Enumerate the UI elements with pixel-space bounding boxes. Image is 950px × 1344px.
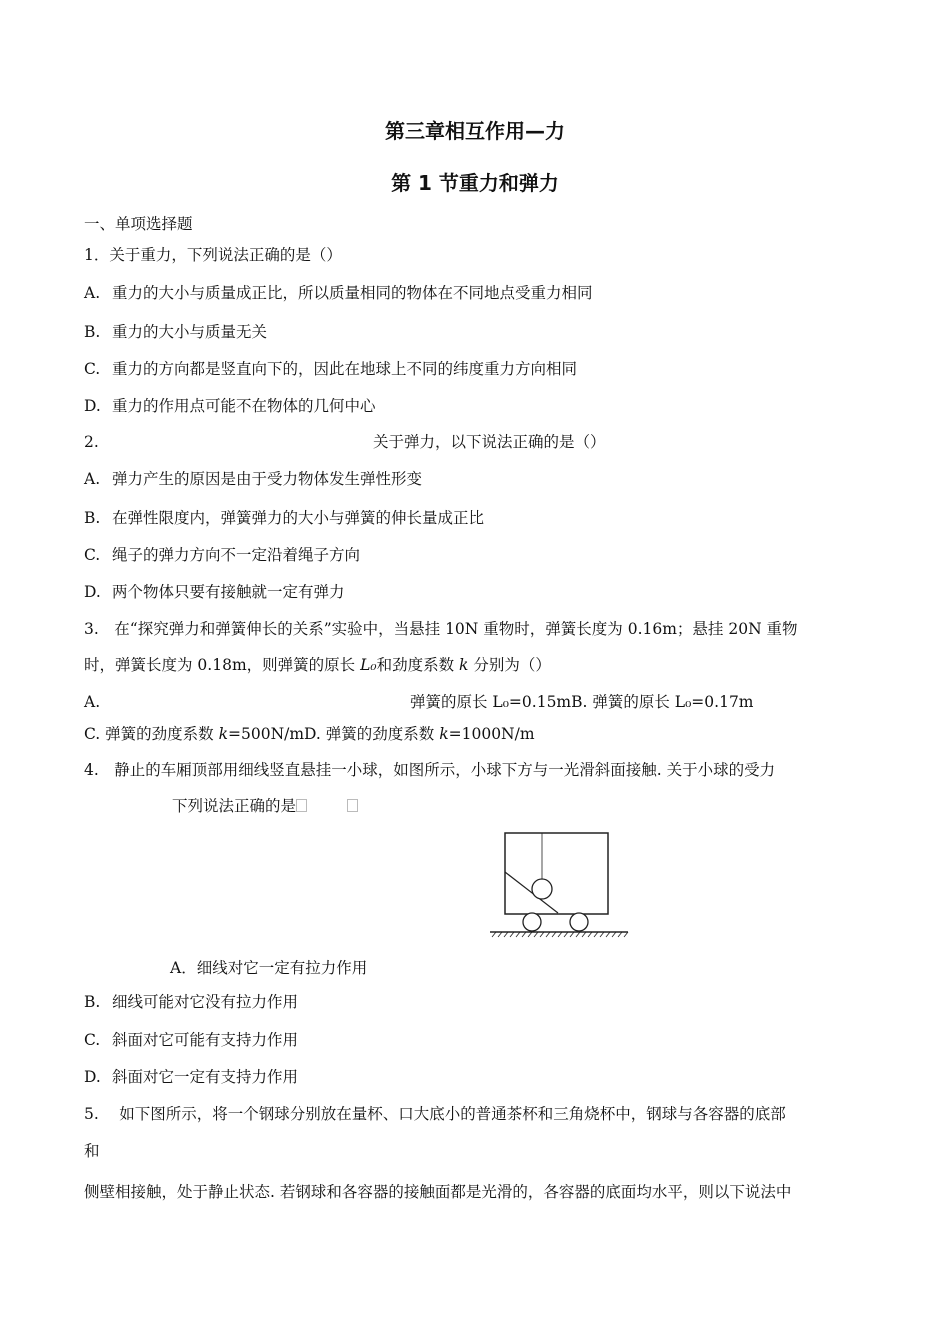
variable-k: k	[439, 725, 449, 743]
option-text: 两个物体只要有接触就一定有弹力	[112, 583, 345, 601]
text-run: C. 弹簧的劲度系数	[84, 725, 219, 743]
variable-k: k	[459, 656, 469, 674]
option-text: 在弹性限度内，弹簧弹力的大小与弹簧的伸长量成正比	[112, 509, 485, 527]
text-run: 分别为（）	[468, 656, 551, 674]
question-2-option-a	[84, 469, 422, 489]
question-1-option-c	[84, 359, 577, 379]
question-3-options-c-d	[84, 724, 535, 744]
question-5-stem-line-2: 和	[84, 1142, 100, 1160]
variable-l0: L₀	[360, 656, 377, 674]
option-label: A.	[84, 284, 101, 302]
text-run: 时，弹簧长度为 0.18m，则弹簧的原长	[84, 656, 361, 674]
question-2-number: 2.	[84, 433, 99, 451]
question-4-option-a: A．细线对它一定有拉力作用	[170, 959, 368, 977]
option-text: 绳子的弹力方向不一定沿着绳子方向	[112, 546, 361, 564]
option-label: A.	[84, 470, 101, 488]
option-text: 斜面对它一定有支持力作用	[112, 1068, 299, 1086]
option-text: 重力的方向都是竖直向下的，因此在地球上不同的纬度重力方向相同	[112, 360, 578, 378]
option-text: 斜面对它可能有支持力作用	[112, 1031, 299, 1049]
question-4-stem-line-1: 4. 静止的车厢顶部用细线竖直悬挂一小球，如图所示，小球下方与一光滑斜面接触. 关于小球的受力	[84, 761, 776, 779]
option-label: D.	[84, 397, 101, 415]
text-run: 和劲度系数	[376, 656, 460, 674]
ball-circle	[532, 879, 552, 899]
option-label: D.	[84, 583, 101, 601]
question-4-stem-line-2	[172, 796, 358, 816]
question-1-stem: 1．关于重力，下列说法正确的是（）	[84, 246, 342, 264]
question-2-option-c	[84, 545, 360, 565]
chapter-title: 第三章相互作用—力	[385, 119, 565, 143]
option-label: B.	[84, 509, 101, 527]
carriage-body	[505, 833, 608, 914]
question-2-option-b	[84, 508, 484, 528]
option-label: C.	[84, 546, 101, 564]
option-text: 重力的大小与质量无关	[112, 323, 268, 341]
wheel-right	[570, 913, 588, 931]
question-3-option-a-label: A.	[84, 693, 101, 711]
question-1-option-d	[84, 396, 376, 416]
variable-k: k	[218, 725, 228, 743]
question-4-option-c	[84, 1030, 298, 1050]
section-title: 第 1 节重力和弹力	[391, 171, 559, 195]
question-3-stem-line-2	[84, 655, 551, 675]
missing-glyph-box	[296, 799, 307, 812]
question-5-stem-line-1: 5. 如下图所示，将一个钢球分别放在量杯、口大底小的普通茶杯和三角烧杯中，钢球与各容器的底部	[84, 1105, 786, 1123]
option-label: B.	[84, 993, 101, 1011]
carriage-diagram	[488, 830, 630, 942]
text-run: =500N/mD. 弹簧的劲度系数	[228, 725, 440, 743]
wheel-left	[523, 913, 541, 931]
section-heading: 一、单项选择题	[84, 215, 193, 233]
question-4-option-d	[84, 1067, 298, 1087]
question-1-option-a	[84, 283, 593, 303]
option-text: 弹力产生的原因是由于受力物体发生弹性形变	[112, 470, 423, 488]
question-3-stem-line-1: 3. 在“探究弹力和弹簧伸长的关系”实验中，当悬挂 10N 重物时，弹簧长度为 0.16m；悬挂 20N 重物	[84, 620, 798, 638]
option-label: C.	[84, 360, 101, 378]
question-1-option-b	[84, 322, 267, 342]
option-text: 细线可能对它没有拉力作用	[112, 993, 299, 1011]
option-text: 重力的大小与质量成正比，所以质量相同的物体在不同地点受重力相同	[112, 284, 593, 302]
text-run: =1000N/m	[448, 725, 535, 743]
question-5-stem-line-3: 侧壁相接触，处于静止状态. 若钢球和各容器的接触面都是光滑的，各容器的底面均水平，则以下说法中	[84, 1183, 792, 1201]
question-3-options-a-b: 弹簧的原长 L₀=0.15mB. 弹簧的原长 L₀=0.17m	[410, 693, 754, 711]
option-label: D.	[84, 1068, 101, 1086]
question-2-stem: 关于弹力，以下说法正确的是（）	[373, 433, 606, 451]
option-label: B.	[84, 323, 101, 341]
text-run: 下列说法正确的是	[172, 797, 297, 815]
missing-glyph-box	[347, 799, 358, 812]
question-2-option-d	[84, 582, 345, 602]
question-4-option-b	[84, 992, 298, 1012]
option-text: 重力的作用点可能不在物体的几何中心	[112, 397, 376, 415]
option-label: C.	[84, 1031, 101, 1049]
